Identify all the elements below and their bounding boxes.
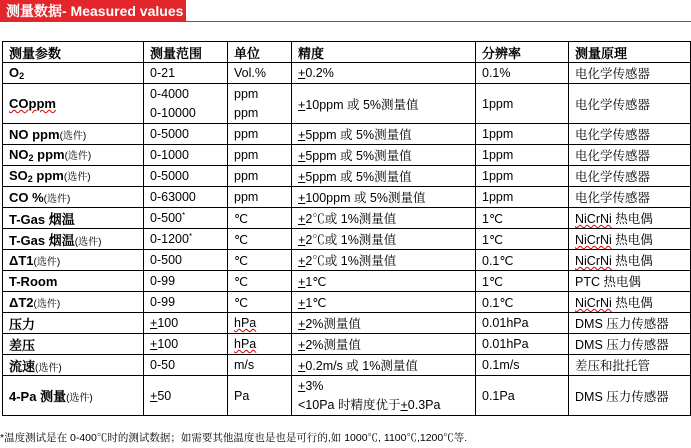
range-cell: 0-4000 0-10000: [144, 84, 228, 124]
unit-cell: ppm: [228, 124, 292, 145]
accuracy-cell: +5ppm 或 5%测量值: [292, 124, 476, 145]
table-row: [3, 334, 691, 355]
resolution-cell: 0.01hPa: [476, 334, 569, 355]
range-cell: 0-5000: [144, 124, 228, 145]
param-cell: 流速(选件): [3, 355, 144, 376]
range-cell: 0-99: [144, 271, 228, 292]
principle-cell: 电化学传感器: [569, 124, 691, 145]
section-title: 测量数据- Measured values: [0, 0, 186, 22]
accuracy-cell: +2℃或 1%测量值: [292, 208, 476, 229]
resolution-cell: 0.01hPa: [476, 313, 569, 334]
principle-cell: 电化学传感器: [569, 84, 691, 124]
unit-cell: hPa: [228, 334, 292, 355]
header-resolution: 分辨率: [476, 42, 569, 63]
range-cell: 0-21: [144, 63, 228, 84]
table-row: [3, 313, 691, 334]
resolution-cell: 1℃: [476, 208, 569, 229]
unit-cell: ℃: [228, 292, 292, 313]
table-row: [3, 166, 691, 187]
principle-cell: DMS 压力传感器: [569, 313, 691, 334]
table-row: [3, 250, 691, 271]
range-cell: +100: [144, 313, 228, 334]
unit-cell: ℃: [228, 250, 292, 271]
range-cell: 0-5000: [144, 166, 228, 187]
unit-cell: Vol.%: [228, 63, 292, 84]
header-range: 测量范围: [144, 42, 228, 63]
range-cell: +100: [144, 334, 228, 355]
accuracy-cell: +3% <10Pa 时精度优于+0.3Pa: [292, 376, 476, 416]
header-principle: 测量原理: [569, 42, 691, 63]
resolution-cell: 0.1Pa: [476, 376, 569, 416]
principle-cell: 电化学传感器: [569, 63, 691, 84]
param-cell: NO ppm(选件): [3, 124, 144, 145]
resolution-cell: 1ppm: [476, 124, 569, 145]
footnote: *温度测试是在 0-400℃时的测试数据；如需要其他温度也是也是可行的,如 1000℃, 1100℃,1200℃等.: [0, 432, 468, 444]
table-row: [3, 63, 691, 84]
principle-cell: NiCrNi 热电偶: [569, 229, 691, 250]
range-cell: 0-500*: [144, 208, 228, 229]
accuracy-cell: +2%测量值: [292, 313, 476, 334]
param-cell: 压力: [3, 313, 144, 334]
table-row: [3, 187, 691, 208]
accuracy-cell: +5ppm 或 5%测量值: [292, 166, 476, 187]
accuracy-cell: +1℃: [292, 271, 476, 292]
unit-cell: ℃: [228, 271, 292, 292]
resolution-cell: 1ppm: [476, 84, 569, 124]
accuracy-cell: +10ppm 或 5%测量值: [292, 84, 476, 124]
range-cell: 0-1000: [144, 145, 228, 166]
table-row: [3, 355, 691, 376]
table-row: [3, 229, 691, 250]
resolution-cell: 0.1%: [476, 63, 569, 84]
principle-cell: 电化学传感器: [569, 145, 691, 166]
param-cell: $NO_2$ ppm(选件): [3, 145, 144, 166]
unit-cell: ℃: [228, 208, 292, 229]
param-cell: COppm: [3, 84, 144, 124]
principle-cell: NiCrNi 热电偶: [569, 208, 691, 229]
table-row: [3, 292, 691, 313]
accuracy-cell: +0.2m/s 或 1%测量值: [292, 355, 476, 376]
range-cell: 0-99: [144, 292, 228, 313]
principle-cell: 电化学传感器: [569, 187, 691, 208]
resolution-cell: 1℃: [476, 271, 569, 292]
range-cell: 0-63000: [144, 187, 228, 208]
param-cell: $SO_2$ ppm(选件): [3, 166, 144, 187]
principle-cell: NiCrNi 热电偶: [569, 250, 691, 271]
param-cell: T-Room: [3, 271, 144, 292]
resolution-cell: 0.1℃: [476, 292, 569, 313]
unit-cell: Pa: [228, 376, 292, 416]
principle-cell: 电化学传感器: [569, 166, 691, 187]
resolution-cell: 1ppm: [476, 187, 569, 208]
accuracy-cell: +0.2%: [292, 63, 476, 84]
principle-cell: DMS 压力传感器: [569, 334, 691, 355]
principle-cell: DMS 压力传感器: [569, 376, 691, 416]
accuracy-cell: +2℃或 1%测量值: [292, 229, 476, 250]
range-cell: +50: [144, 376, 228, 416]
range-cell: 0-50: [144, 355, 228, 376]
table-row: [3, 145, 691, 166]
resolution-cell: 1℃: [476, 229, 569, 250]
param-cell: ΔT2(选件): [3, 292, 144, 313]
header-unit: 单位: [228, 42, 292, 63]
param-cell: 4-Pa 测量(选件): [3, 376, 144, 416]
header-param: 测量参数: [3, 42, 144, 63]
unit-cell: ppm: [228, 145, 292, 166]
param-cell: T-Gas 烟温(选件): [3, 229, 144, 250]
resolution-cell: 0.1℃: [476, 250, 569, 271]
principle-cell: 差压和批托管: [569, 355, 691, 376]
unit-cell: m/s: [228, 355, 292, 376]
table-row: [3, 84, 691, 124]
resolution-cell: 1ppm: [476, 145, 569, 166]
table-row: [3, 124, 691, 145]
accuracy-cell: +100ppm 或 5%测量值: [292, 187, 476, 208]
title-divider: [0, 21, 691, 22]
unit-cell: ppm ppm: [228, 84, 292, 124]
unit-cell: ℃: [228, 229, 292, 250]
range-cell: 0-500: [144, 250, 228, 271]
measured-values-table: [2, 41, 691, 416]
table-row: [3, 271, 691, 292]
accuracy-cell: +1℃: [292, 292, 476, 313]
table-header-row: [3, 42, 691, 63]
header-accuracy: 精度: [292, 42, 476, 63]
resolution-cell: 1ppm: [476, 166, 569, 187]
param-cell: CO %(选件): [3, 187, 144, 208]
unit-cell: ppm: [228, 187, 292, 208]
param-cell: T-Gas 烟温: [3, 208, 144, 229]
param-cell: ΔT1(选件): [3, 250, 144, 271]
table-row: [3, 208, 691, 229]
resolution-cell: 0.1m/s: [476, 355, 569, 376]
principle-cell: PTC 热电偶: [569, 271, 691, 292]
unit-cell: ppm: [228, 166, 292, 187]
table-row: [3, 376, 691, 416]
accuracy-cell: +2%测量值: [292, 334, 476, 355]
principle-cell: NiCrNi 热电偶: [569, 292, 691, 313]
param-cell: 差压: [3, 334, 144, 355]
accuracy-cell: +5ppm 或 5%测量值: [292, 145, 476, 166]
range-cell: 0-1200*: [144, 229, 228, 250]
param-cell: $O_2$: [3, 63, 144, 84]
accuracy-cell: +2℃或 1%测量值: [292, 250, 476, 271]
unit-cell: hPa: [228, 313, 292, 334]
